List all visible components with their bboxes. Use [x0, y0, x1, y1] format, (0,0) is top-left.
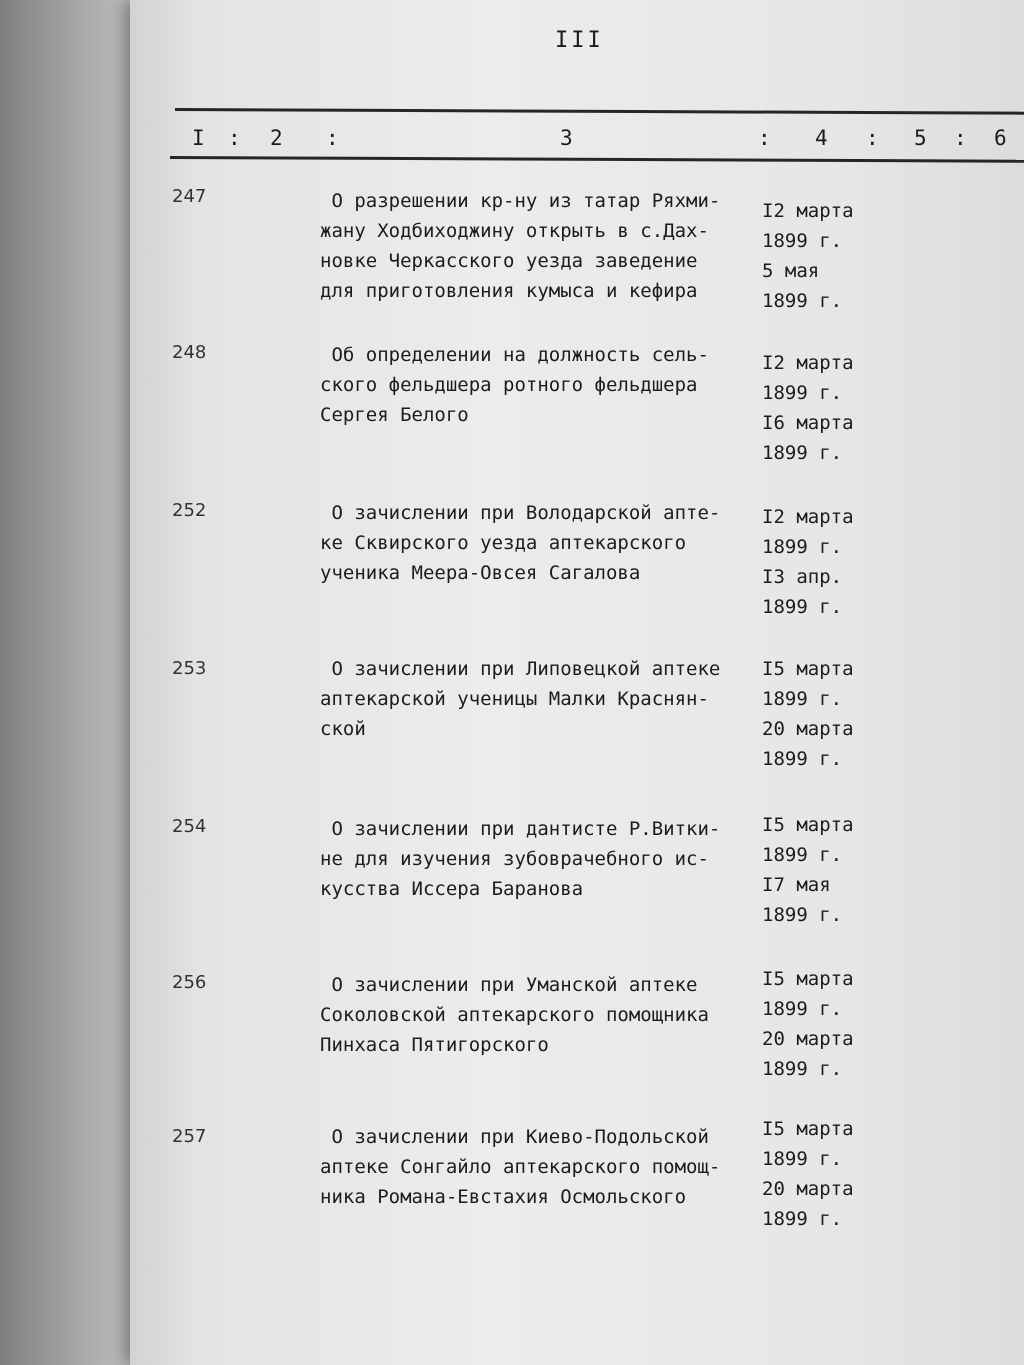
entry-text-line: О зачислении при Уманской аптеке — [320, 974, 698, 996]
entry-end-date: I6 марта — [762, 412, 854, 434]
entry-text-line: новке Черкасского уезда заведение — [320, 250, 698, 272]
entry-description — [320, 1122, 780, 1212]
entry-number: 253 — [172, 658, 207, 679]
entry-text-line: О разрешении кр-ну из татар Ряхми- — [320, 190, 721, 212]
entry-text-line: ученика Меера-Овсея Сагалова — [320, 562, 641, 584]
entry-text-line: ского фельдшера ротного фельдшера — [320, 374, 698, 396]
entry-text-line: Об определении на должность сель- — [320, 344, 709, 366]
register-entry — [0, 962, 1024, 1112]
entry-end-date: 20 марта — [762, 1178, 854, 1200]
entry-end-year: 1899 г. — [762, 1058, 843, 1080]
entry-number: 257 — [172, 1126, 207, 1147]
entry-dates — [762, 348, 854, 468]
entry-end-date: 20 марта — [762, 1028, 854, 1050]
entry-start-year: 1899 г. — [762, 844, 843, 866]
entry-text-line: жану Ходбиходжину открыть в с.Дах- — [320, 220, 709, 242]
entry-dates — [762, 1114, 854, 1234]
entry-text-line: О зачислении при Липовецкой аптеке — [320, 658, 721, 680]
entry-text-line: О зачислении при Володарской апте- — [320, 502, 721, 524]
entry-number: 252 — [172, 500, 207, 521]
entry-start-year: 1899 г. — [762, 1148, 843, 1170]
entry-start-year: 1899 г. — [762, 998, 843, 1020]
entry-text-line: ской — [320, 718, 366, 740]
entry-start-year: 1899 г. — [762, 688, 843, 710]
entry-text-line: не для изучения зубоврачебного ис- — [320, 848, 709, 870]
column-separator: : — [866, 126, 879, 150]
entry-description — [320, 498, 780, 588]
column-header-3: 3 — [560, 126, 573, 150]
register-entry — [0, 338, 1024, 488]
entry-start-date: I2 марта — [762, 506, 854, 528]
entry-description — [320, 340, 780, 430]
entry-text-line: аптеке Сонгайло аптекарского помощ- — [320, 1156, 721, 1178]
register-entry — [0, 650, 1024, 800]
entry-end-year: 1899 г. — [762, 1208, 843, 1230]
entry-dates — [762, 502, 854, 622]
entry-end-date: I7 мая — [762, 874, 831, 896]
entry-description — [320, 654, 780, 744]
entry-start-year: 1899 г. — [762, 536, 843, 558]
entry-text-line: для приготовления кумыса и кефира — [320, 280, 698, 302]
entry-end-year: 1899 г. — [762, 748, 843, 770]
entry-number: 248 — [172, 342, 207, 363]
entry-end-date: 5 мая — [762, 260, 820, 282]
entry-number: 254 — [172, 816, 207, 837]
entry-end-date: I3 апр. — [762, 566, 843, 588]
column-header-4: 4 — [815, 126, 828, 150]
column-separator: : — [228, 126, 241, 150]
register-entry — [0, 492, 1024, 642]
entry-description — [320, 186, 780, 306]
entry-description — [320, 814, 780, 904]
column-separator: : — [954, 126, 967, 150]
register-entry — [0, 180, 1024, 330]
entry-number: 247 — [172, 186, 207, 207]
entry-end-year: 1899 г. — [762, 290, 843, 312]
column-separator: : — [758, 126, 771, 150]
register-entry — [0, 1112, 1024, 1262]
entry-start-date: I2 марта — [762, 352, 854, 374]
column-header-1: I — [192, 126, 205, 150]
entry-text-line: Сергея Белого — [320, 404, 469, 426]
column-header-5: 5 — [914, 126, 927, 150]
entry-text-line: О зачислении при дантисте Р.Витки- — [320, 818, 721, 840]
entry-start-date: I5 марта — [762, 1118, 854, 1140]
register-entry — [0, 806, 1024, 956]
entry-dates — [762, 196, 854, 316]
entry-dates — [762, 964, 854, 1084]
entry-number: 256 — [172, 972, 207, 993]
page-number: III — [555, 28, 604, 53]
entry-start-date: I5 марта — [762, 814, 854, 836]
entry-start-date: I2 марта — [762, 200, 854, 222]
entry-text-line: ника Романа-Евстахия Осмольского — [320, 1186, 687, 1208]
entry-description — [320, 970, 780, 1060]
column-header-2: 2 — [270, 126, 283, 150]
entry-end-date: 20 марта — [762, 718, 854, 740]
entry-dates — [762, 810, 854, 930]
entry-end-year: 1899 г. — [762, 596, 843, 618]
entry-text-line: Пинхаса Пятигорского — [320, 1034, 549, 1056]
entry-start-year: 1899 г. — [762, 382, 843, 404]
entry-start-date: I5 марта — [762, 968, 854, 990]
entry-text-line: ке Сквирского уезда аптекарского — [320, 532, 687, 554]
column-header-6: 6 — [994, 126, 1007, 150]
entry-end-year: 1899 г. — [762, 904, 843, 926]
entry-start-date: I5 марта — [762, 658, 854, 680]
entry-text-line: Соколовской аптекарского помощника — [320, 1004, 709, 1026]
entry-end-year: 1899 г. — [762, 442, 843, 464]
entry-text-line: аптекарской ученицы Малки Краснян- — [320, 688, 709, 710]
entry-start-year: 1899 г. — [762, 230, 843, 252]
entry-text-line: кусства Иссера Баранова — [320, 878, 584, 900]
entry-text-line: О зачислении при Киево-Подольской — [320, 1126, 709, 1148]
entry-dates — [762, 654, 854, 774]
column-separator: : — [326, 126, 339, 150]
